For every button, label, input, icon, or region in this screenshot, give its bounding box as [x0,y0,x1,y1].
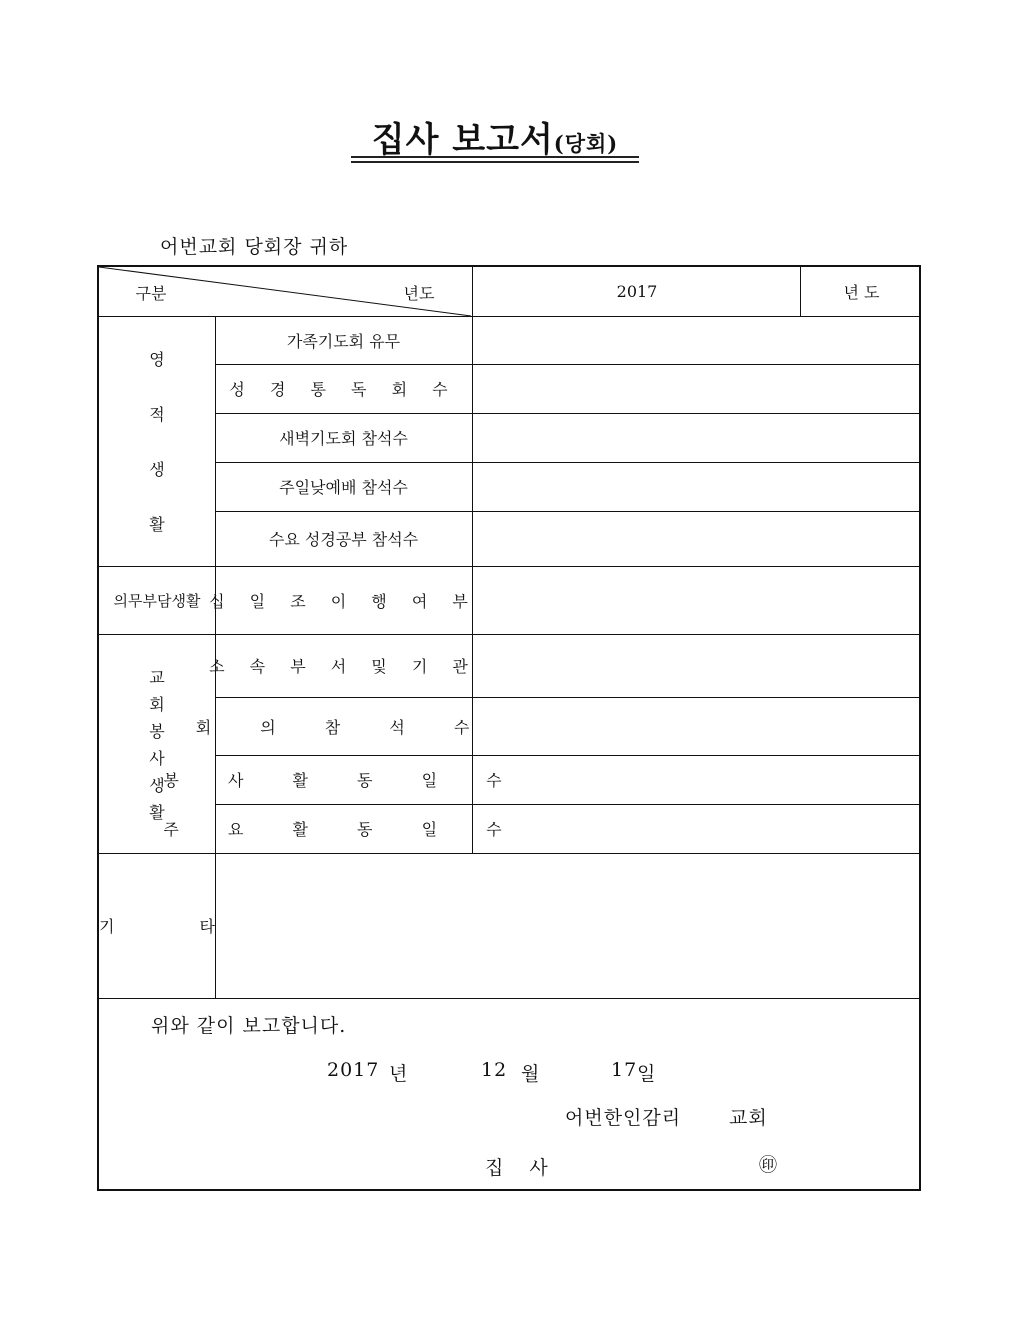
row-label: 소 속 부 서 및 기 관 [209,657,478,676]
recipient-line: 어번교회 당회장 귀하 [160,236,349,258]
year-unit: 년 도 [843,283,880,302]
section-obligation-label: 의무부담생활 [113,591,201,610]
row-label: 주 요 활 동 일 수 [163,820,524,839]
row-label: 주일낮예배 참석수 [279,478,408,497]
report-form [97,265,921,1191]
section-label-char: 생 [149,460,165,479]
title-block [350,112,640,161]
section-label-char: 회 [149,694,165,714]
other-label: 기 타 [99,917,255,936]
header-category-label: 구분 [135,283,167,303]
row-label: 십 일 조 이 행 여 부 [209,591,478,611]
column-divider-unit [800,267,801,316]
row-label: 수요 성경공부 참석수 [268,530,419,549]
church-unit: 교회 [729,1107,768,1129]
row-label: 새벽기도회 참석수 [279,429,408,448]
report-statement: 위와 같이 보고합니다. [151,1015,347,1037]
title-underline [351,156,639,158]
signer-role: 집 사 [485,1157,558,1179]
document-title: 집사 보고서(당회) [371,120,619,160]
date-month: 12 [481,1059,508,1081]
church-name: 어번한인감리 [565,1107,682,1129]
section-label-char: 영 [149,350,165,369]
section-label-char: 활 [149,802,165,822]
section-label-char: 활 [149,515,165,534]
row-label: 가족기도회 유무 [286,331,401,351]
year-value: 2017 [616,282,658,301]
header-year-label: 년도 [403,283,435,303]
section-label-char: 교 [149,667,165,687]
document-title-sub: (당회) [553,131,619,156]
row-divider [99,853,921,854]
section-label-char: 봉 [149,721,165,741]
section-label-char: 적 [149,405,165,424]
date-month-unit: 월 [521,1063,541,1085]
column-divider-value [472,267,473,853]
date-year: 2017 [327,1059,380,1081]
section-label-char: 사 [149,748,165,768]
row-label: 성 경 통 독 회 수 [229,380,458,399]
date-day-unit: 일 [637,1063,657,1085]
date-year-unit: 년 [389,1063,409,1085]
date-day: 17 [611,1059,638,1081]
row-label: 봉 사 활 동 일 수 [163,771,524,790]
section-spiritual-life-label [99,316,215,566]
row-label: 회 의 참 석 수 [195,717,492,737]
seal-mark: ㊞ [759,1155,778,1176]
title-underline-double [351,161,639,163]
section-label-char: 생 [149,775,165,795]
row-divider [99,998,921,999]
